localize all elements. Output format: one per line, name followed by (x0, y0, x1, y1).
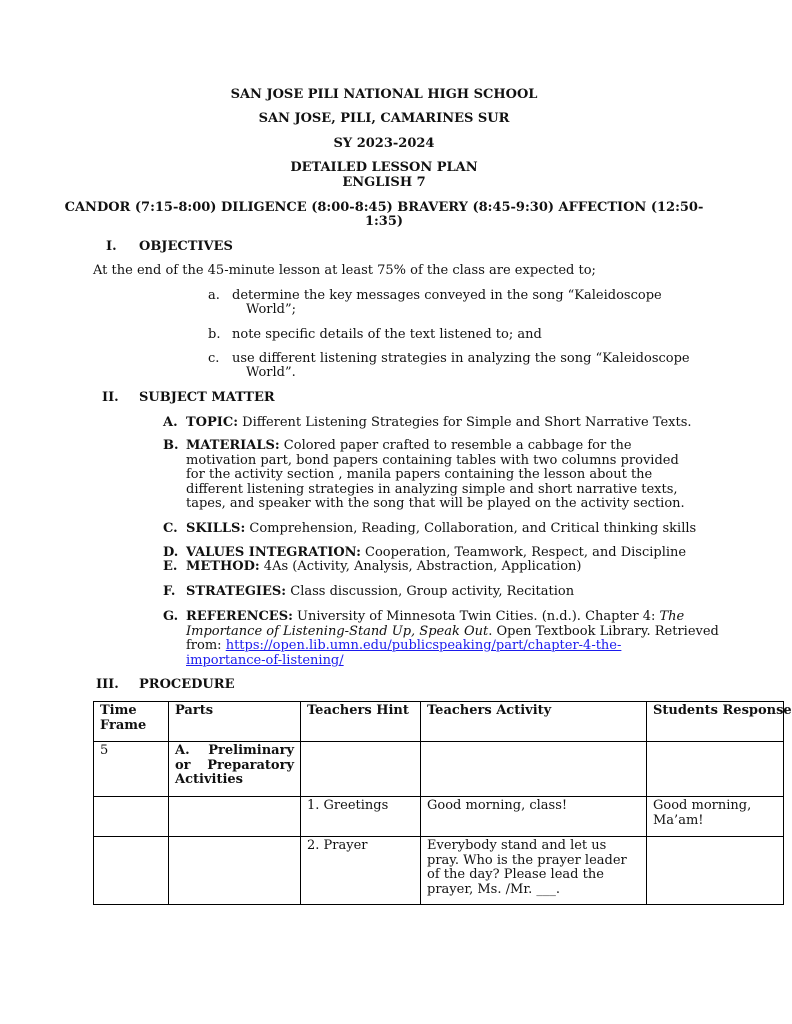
cell-time (94, 797, 169, 837)
objectives-intro: At the end of the 45-minute lesson at least 75% of the class are expected to; (93, 263, 596, 278)
topic-line (186, 416, 692, 431)
references-from: from: (186, 638, 222, 653)
references-italic: The (659, 609, 685, 624)
objective-text: determine the key messages conveyed in the song “Kaleidoscope (232, 288, 662, 303)
subject-matter-heading: SUBJECT MATTER (139, 390, 275, 405)
column-header-activity: Teachers Activity (421, 702, 647, 742)
materials-line-3: for the activity section , manila papers containing the lesson about the (186, 467, 653, 482)
item-letter: F. (163, 584, 176, 599)
plan-title: DETAILED LESSON PLAN (290, 160, 478, 175)
skills-text: Comprehension, Reading, Collaboration, and Critical thinking skills (249, 521, 697, 536)
item-letter: A. (163, 415, 178, 430)
topic-label: TOPIC: (186, 415, 238, 430)
references-label: REFERENCES: (186, 609, 293, 624)
table-row (94, 797, 784, 837)
school-name: SAN JOSE PILI NATIONAL HIGH SCHOOL (230, 87, 538, 102)
sections-line-2: 1:35) (364, 214, 404, 229)
objective-text: note specific details of the text listened to; and (232, 327, 542, 342)
materials-text: Colored paper crafted to resemble a cabbage for the (283, 438, 632, 453)
procedure-number: III. (96, 677, 119, 692)
objective-text: World”. (246, 365, 296, 380)
table-row (94, 742, 784, 797)
skills-label: SKILLS: (186, 521, 246, 536)
cell-activity (421, 742, 647, 797)
materials-line-5: tapes, and speaker with the song that will be played on the activity section. (186, 496, 685, 511)
table-row (94, 837, 784, 905)
column-header-response: Students Response (647, 702, 784, 742)
materials-label: MATERIALS: (186, 438, 280, 453)
item-letter: C. (163, 521, 178, 536)
method-line (186, 560, 582, 575)
skills-line (186, 522, 696, 537)
cell-time (94, 837, 169, 905)
strategies-label: STRATEGIES: (186, 584, 287, 599)
item-letter: D. (163, 545, 179, 560)
materials-line-4: different listening strategies in analyzing simple and short narrative texts, (186, 482, 678, 497)
method-text: 4As (Activity, Analysis, Abstraction, Application) (263, 559, 582, 574)
materials-line-1 (186, 439, 632, 454)
procedure-heading: PROCEDURE (139, 677, 235, 692)
cell-response (647, 742, 784, 797)
subject-title: ENGLISH 7 (342, 175, 426, 190)
objectives-heading: OBJECTIVES (139, 239, 233, 254)
school-address: SAN JOSE, PILI, CAMARINES SUR (258, 111, 510, 126)
column-header-hint: Teachers Hint (301, 702, 421, 742)
subject-matter-number: II. (102, 390, 119, 405)
cell-response (647, 837, 784, 905)
references-line-3 (186, 639, 621, 654)
item-letter: G. (163, 609, 179, 624)
item-letter: B. (163, 438, 179, 453)
objective-text: World”; (246, 302, 297, 317)
item-letter: E. (163, 559, 178, 574)
cell-parts (169, 797, 301, 837)
reference-url-link-continued[interactable]: importance-of-listening/ (186, 653, 344, 668)
cell-parts: A. Preliminary or Preparatory Activities (169, 742, 301, 797)
column-header-time: Time Frame (94, 702, 169, 742)
references-italic: Importance of Listening-Stand Up, Speak Out (186, 624, 489, 639)
values-text: Cooperation, Teamwork, Respect, and Discipline (365, 545, 687, 560)
cell-time: 5 (94, 742, 169, 797)
objective-letter: a. (208, 288, 220, 303)
reference-url-link[interactable]: https://open.lib.umn.edu/publicspeaking/part/chapter-4-the- (225, 638, 622, 653)
objective-letter: c. (208, 351, 220, 366)
cell-activity: Good morning, class! (421, 797, 647, 837)
cell-parts (169, 837, 301, 905)
table-header-row (94, 702, 784, 742)
column-header-parts: Parts (169, 702, 301, 742)
objectives-number: I. (106, 239, 117, 254)
cell-hint: 2. Prayer (301, 837, 421, 905)
topic-text: Different Listening Strategies for Simple and Short Narrative Texts. (242, 415, 692, 430)
references-text: . Open Textbook Library. Retrieved (488, 624, 719, 639)
cell-activity: Everybody stand and let us pray. Who is the prayer leader of the day? Please lead the prayer, Ms. /Mr. ___. (421, 837, 647, 905)
strategies-line (186, 585, 574, 600)
objective-letter: b. (208, 327, 221, 342)
objective-text: use different listening strategies in analyzing the song “Kaleidoscope (232, 351, 690, 366)
references-line-1 (186, 610, 684, 625)
values-label: VALUES INTEGRATION: (186, 545, 361, 560)
school-year: SY 2023-2024 (333, 136, 435, 151)
sections-line-1: CANDOR (7:15-8:00) DILIGENCE (8:00-8:45) BRAVERY (8:45-9:30) AFFECTION (12:50- (64, 200, 704, 215)
materials-line-2: motivation part, bond papers containing tables with two columns provided (186, 453, 679, 468)
references-text: University of Minnesota Twin Cities. (n.d.). Chapter 4: (297, 609, 656, 624)
method-label: METHOD: (186, 559, 260, 574)
references-line-4 (186, 654, 344, 669)
strategies-text: Class discussion, Group activity, Recitation (290, 584, 575, 599)
cell-hint (301, 742, 421, 797)
cell-response: Good morning, Ma’am! (647, 797, 784, 837)
cell-hint: 1. Greetings (301, 797, 421, 837)
procedure-table (93, 701, 792, 905)
